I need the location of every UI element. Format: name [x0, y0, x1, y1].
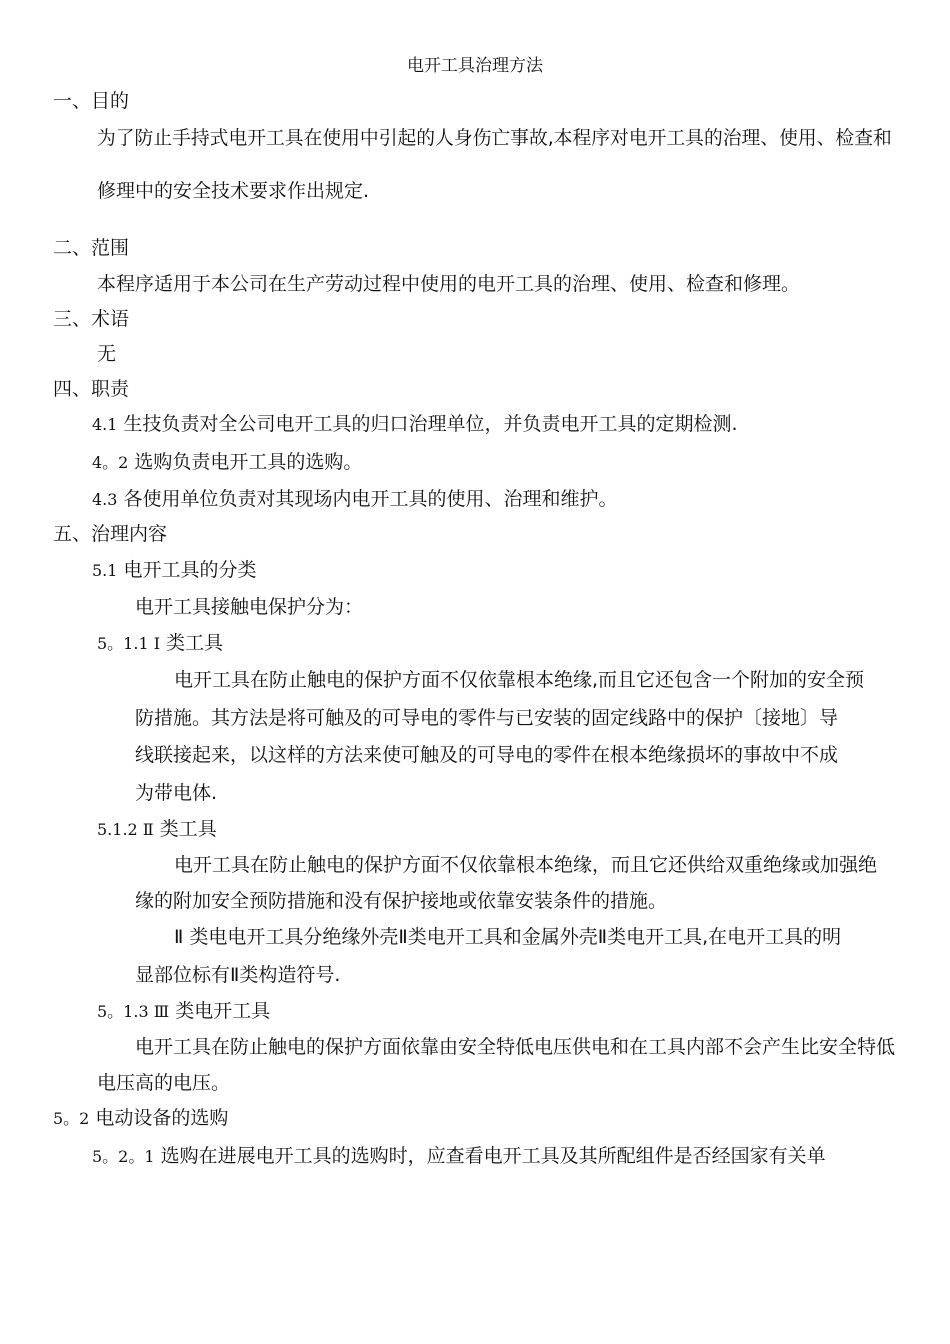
subsection-5-1-1-line-2: 防措施。其方法是将可触及的可导电的零件与已安装的固定线路中的保护〔接地〕导: [135, 707, 839, 729]
subsection-5-2-1: [92, 1144, 826, 1169]
subsection-5-1-2-heading: [97, 817, 217, 842]
subsection-5-1-2-title: 类工具: [159, 818, 217, 840]
subsection-5-1-3-title: 类电开工具: [175, 1000, 271, 1022]
subsection-5-1-heading: [92, 558, 257, 583]
section-3-heading: 三、术语: [53, 308, 130, 330]
section-4-item-2-text: 选购负责电开工具的选购。: [134, 451, 363, 473]
section-4-item-1: [92, 412, 738, 437]
subsection-5-1-2-line-2: 缘的附加安全预防措施和没有保护接地或依靠安装条件的措施。: [135, 890, 668, 912]
subsection-5-1-1-line-1: 电开工具在防止触电的保护方面不仅依靠根本绝缘,而且它还包含一个附加的安全预: [174, 669, 865, 691]
section-2-heading: 二、范围: [53, 237, 130, 259]
section-1-para-line-2: 修理中的安全技术要求作出规定.: [97, 180, 370, 202]
section-4-item-2-number: 4。2: [92, 453, 129, 472]
section-4-item-3-text: 各使用单位负责对其现场内电开工具的使用、治理和维护。: [123, 488, 618, 510]
section-4-item-1-number: 4.1: [92, 415, 118, 434]
subsection-5-1-1-heading: [97, 631, 223, 656]
subsection-5-1-1-number: 5。1.1 Ⅰ: [97, 634, 161, 653]
section-1-heading: 一、目的: [53, 90, 130, 112]
subsection-5-1-3-number: 5。1.3 Ⅲ: [97, 1002, 170, 1021]
section-4-item-3-number: 4.3: [92, 490, 118, 509]
subsection-5-1-2-number: 5.1.2 Ⅱ: [97, 820, 154, 839]
subsection-5-1-3-heading: [97, 999, 270, 1024]
subsection-5-2-title: 电动设备的选购: [95, 1107, 229, 1129]
subsection-5-1-title: 电开工具的分类: [123, 559, 257, 581]
subsection-5-1-1-line-4: 为带电体.: [135, 782, 218, 804]
section-4-item-2: [92, 450, 362, 475]
section-4-item-1-text: 生技负责对全公司电开工具的归口治理单位，并负责电开工具的定期检测.: [123, 413, 738, 435]
subsection-5-2-number: 5。2: [53, 1109, 90, 1128]
section-1-para-line-1: 为了防止手持式电开工具在使用中引起的人身伤亡事故,本程序对电开工具的治理、使用、检查和: [97, 128, 892, 149]
subsection-5-1-intro: 电开工具接触电保护分为：: [135, 596, 364, 618]
subsection-5-2-1-text: 选购在进展电开工具的选购时，应查看电开工具及其所配组件是否经国家有关单: [160, 1145, 826, 1167]
section-5-heading: 五、治理内容: [53, 523, 168, 545]
subsection-5-1-3-line-1: 电开工具在防止触电的保护方面依靠由安全特低电压供电和在工具内部不会产生比安全特低: [135, 1036, 896, 1058]
subsection-5-1-number: 5.1: [92, 561, 118, 580]
document-title: 电开工具治理方法: [407, 56, 543, 76]
subsection-5-1-2-line-3: Ⅱ 类电电开工具分绝缘外壳Ⅱ类电开工具和金属外壳Ⅱ类电开工具,在电开工具的明: [174, 926, 842, 948]
subsection-5-1-2-line-4: 显部位标有Ⅱ类构造符号.: [135, 964, 341, 986]
section-4-heading: 四、职责: [53, 378, 130, 400]
section-2-para: 本程序适用于本公司在生产劳动过程中使用的电开工具的治理、使用、检查和修理。: [97, 273, 801, 295]
section-3-para: 无: [97, 343, 117, 365]
subsection-5-1-1-title: 类工具: [166, 632, 224, 654]
subsection-5-1-1-line-3: 线联接起来，以这样的方法来使可触及的可导电的零件在根本绝缘损坏的事故中不成: [135, 744, 839, 766]
subsection-5-2-heading: [53, 1106, 228, 1131]
subsection-5-2-1-number: 5。2。1: [92, 1147, 155, 1166]
subsection-5-1-2-line-1: 电开工具在防止触电的保护方面不仅依靠根本绝缘，而且它还供给双重绝缘或加强绝: [174, 854, 878, 876]
subsection-5-1-3-line-2: 电压高的电压。: [97, 1072, 231, 1094]
section-4-item-3: [92, 487, 618, 512]
